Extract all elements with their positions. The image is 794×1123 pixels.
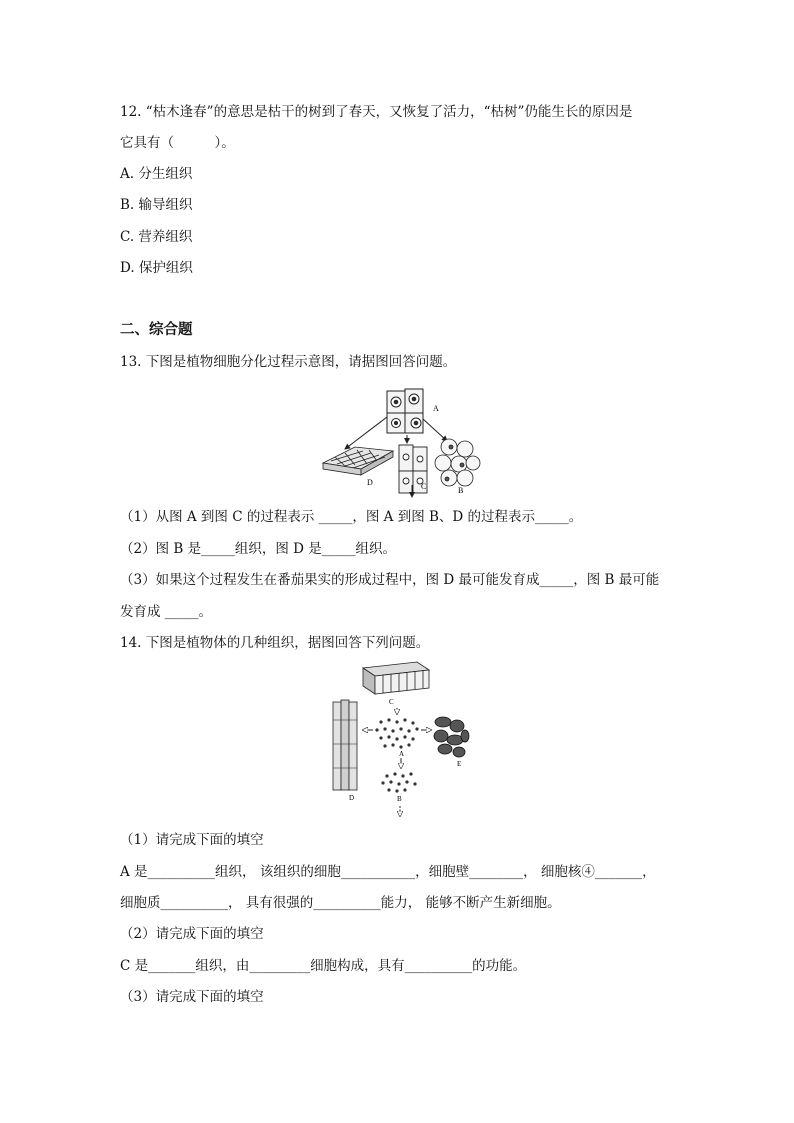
cell-group-a [387,389,423,433]
q13-part3-line1: （3）如果这个过程发生在番茄果实的形成过程中，图 D 最可能发育成_____，图 B 最可能 [120,572,660,588]
figure-label-a: A [433,404,439,413]
q13-part2: （2）图 B 是_____组织，图 D 是_____组织。 [120,541,396,557]
q14-sub2-title: （2）请完成下面的填空 [120,926,264,942]
q12-stem-line1: 12. “枯木逢春”的意思是枯干的树到了春天，又恢复了活力，“枯树”仍能生长的原因是 [120,104,633,120]
figure-label-e: E [457,760,462,768]
figure-label-d: D [367,478,373,487]
arrow-to-d [345,417,387,449]
q14-sub1-line2: 细胞质__________， 具有很强的__________能力， 能够不断产生新细胞。 [120,895,561,911]
q13-part3-line2: 发育成 _____。 [120,604,213,620]
tissue-b [381,772,416,792]
q12-stem-line2: 它具有（ ）。 [120,135,235,151]
q14-plant-tissues-figure [325,660,485,825]
figure-label-c: C [389,698,394,706]
q12-option-c: C. 营养组织 [120,229,193,245]
q14-sub1-title: （1）请完成下面的填空 [120,832,264,848]
tissue-b [435,439,480,486]
figure-label-d: D [349,794,355,802]
tissue-d [323,447,393,475]
section-title: 二、综合题 [120,321,193,338]
q12-option-b: B. 输导组织 [120,197,193,213]
q12-option-d: D. 保护组织 [120,260,193,276]
q14-stem: 14. 下图是植物体的几种组织，据图回答下列问题。 [120,635,430,651]
arrow-to-b [423,419,447,441]
q14-sub2-line1: C 是_______组织，由_________细胞构成，具有__________的功能。 [120,958,527,974]
tissue-a [375,718,418,748]
q13-cell-differentiation-figure [315,385,485,500]
tissue-d [333,700,357,790]
q12-option-a: A. 分生组织 [120,166,193,182]
figure-label-c: C [421,482,427,491]
tissue-e [434,717,469,757]
figure-label-b: B [397,795,402,803]
figure-label-b: B [458,486,464,495]
q13-part1: （1）从图 A 到图 C 的过程表示 _____，图 A 到图 B、D 的过程表示_____。 [120,509,583,525]
q14-sub1-line1: A 是__________组织， 该组织的细胞___________，细胞壁________， 细胞核④_______， [120,864,656,880]
tissue-c [363,662,429,694]
q13-stem: 13. 下图是植物细胞分化过程示意图，请据图回答问题。 [120,354,457,370]
figure-label-a: A [399,750,405,758]
q14-sub3-title: （3）请完成下面的填空 [120,989,264,1005]
